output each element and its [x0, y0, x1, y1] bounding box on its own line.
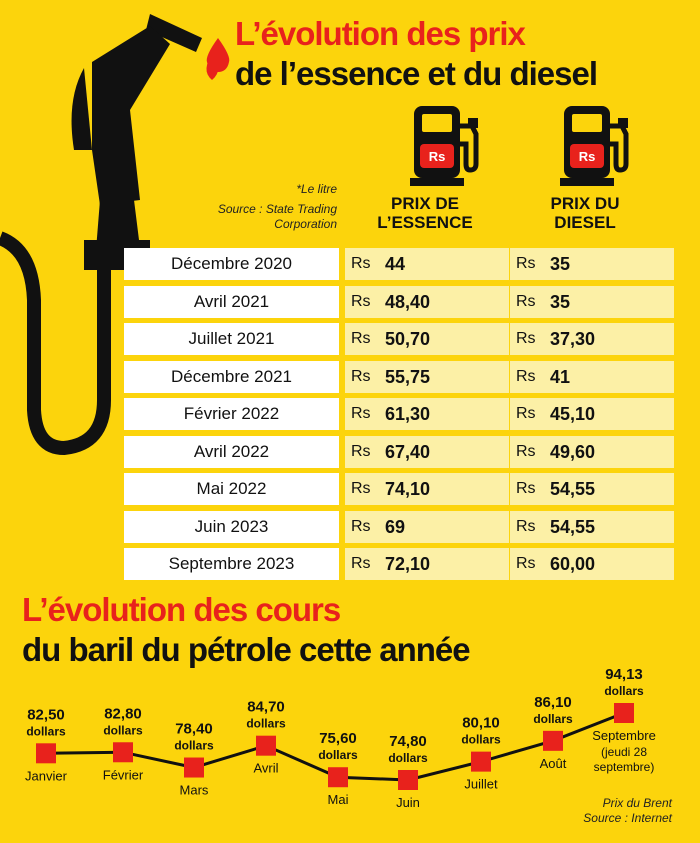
- category-label: Juillet: [464, 776, 498, 792]
- footer-line1: Prix du Brent: [602, 796, 672, 810]
- table-cell-essence: [345, 511, 509, 543]
- price-value: 41: [550, 366, 571, 387]
- table-cell-diesel: [510, 361, 674, 393]
- header-essence-line2: L’ESSENCE: [377, 213, 473, 232]
- section-title-line2: du baril du pétrole cette année: [22, 631, 470, 668]
- header-essence-line1: PRIX DE: [390, 194, 460, 213]
- price-value: 35: [550, 253, 571, 274]
- price-value: 67,40: [385, 441, 431, 462]
- data-label-value: 74,80: [389, 733, 427, 750]
- price-value: 48,40: [385, 291, 431, 312]
- unit-note: *Le litre: [296, 182, 337, 196]
- drop-icon: [205, 38, 231, 72]
- currency-label: Rs: [516, 405, 536, 422]
- table-cell-diesel: [510, 248, 674, 280]
- category-label: Février: [102, 767, 144, 783]
- category-note: (jeudi 28: [600, 745, 648, 759]
- category-label: Avril: [253, 760, 279, 776]
- data-point-marker: [113, 742, 133, 762]
- price-value: 37,30: [550, 328, 596, 349]
- data-label-unit: dollars: [461, 732, 501, 747]
- currency-label: Rs: [351, 518, 371, 535]
- data-label-unit: dollars: [103, 723, 143, 738]
- table-cell-essence: [345, 323, 509, 355]
- category-label: Septembre: [592, 728, 656, 743]
- table-cell-diesel: [510, 286, 674, 318]
- price-value: 44: [385, 253, 406, 274]
- data-point-marker: [184, 758, 204, 778]
- data-point-marker: [256, 736, 276, 756]
- category-label: Juin: [396, 795, 420, 810]
- currency-label: Rs: [351, 555, 371, 572]
- table-cell-essence: [345, 436, 509, 468]
- main-title-line1: L’évolution des prix: [235, 15, 525, 52]
- currency-label: Rs: [516, 443, 536, 460]
- table-cell-essence: [345, 248, 509, 280]
- category-note: septembre): [593, 760, 655, 774]
- data-label-unit: dollars: [533, 711, 573, 726]
- footer-line2: Source : Internet: [583, 811, 672, 825]
- price-value: 50,70: [385, 328, 431, 349]
- data-label-unit: dollars: [26, 724, 66, 739]
- currency-label: Rs: [516, 368, 536, 385]
- data-point-marker: [398, 770, 418, 790]
- table-cell-essence: [345, 473, 509, 505]
- data-label-value: 86,10: [534, 693, 572, 711]
- data-label-unit: dollars: [174, 738, 214, 753]
- table-row-date: Juillet 2021: [124, 323, 339, 355]
- currency-label: Rs: [351, 293, 371, 310]
- price-value: 45,10: [550, 403, 596, 424]
- price-value: 49,60: [550, 441, 596, 462]
- table-cell-essence: [345, 361, 509, 393]
- main-title-line2: de l’essence et du diesel: [235, 55, 598, 92]
- category-label: Mars: [179, 782, 209, 798]
- price-value: 72,10: [385, 553, 431, 574]
- data-point-marker: [543, 731, 563, 751]
- data-label-unit: dollars: [604, 684, 644, 698]
- source-note-line1: Source : State Trading: [217, 202, 337, 216]
- price-value: 55,75: [385, 366, 431, 387]
- data-label-value: 94,13: [605, 666, 643, 683]
- svg-text:Rs: Rs: [578, 149, 596, 164]
- data-label-value: 82,50: [27, 706, 65, 724]
- data-label-unit: dollars: [388, 751, 428, 765]
- currency-label: Rs: [516, 555, 536, 572]
- category-label: Mai: [327, 792, 349, 808]
- table-cell-diesel: [510, 548, 674, 580]
- price-value: 74,10: [385, 478, 431, 499]
- table-cell-diesel: [510, 473, 674, 505]
- table-row-date: Mai 2022: [124, 473, 339, 505]
- data-point-marker: [328, 767, 348, 787]
- table-row-date: Décembre 2020: [124, 248, 339, 280]
- table-cell-diesel: [510, 436, 674, 468]
- table-cell-diesel: [510, 511, 674, 543]
- table-cell-diesel: [510, 323, 674, 355]
- table-row-date: Septembre 2023: [124, 548, 339, 580]
- source-note-line2: Corporation: [274, 217, 337, 231]
- currency-label: Rs: [516, 255, 536, 272]
- currency-label: Rs: [351, 255, 371, 272]
- data-label-unit: dollars: [246, 716, 286, 731]
- currency-label: Rs: [516, 480, 536, 497]
- price-value: 69: [385, 516, 406, 537]
- currency-label: Rs: [516, 330, 536, 347]
- currency-label: Rs: [351, 368, 371, 385]
- currency-label: Rs: [351, 405, 371, 422]
- price-value: 54,55: [550, 516, 596, 537]
- header-diesel-line2: DIESEL: [554, 213, 616, 232]
- table-row-date: Avril 2022: [124, 436, 339, 468]
- data-label-value: 80,10: [462, 714, 500, 732]
- table-cell-essence: [345, 548, 509, 580]
- table-row-date: Avril 2021: [124, 286, 339, 318]
- data-point-marker: [471, 752, 491, 772]
- table-row-date: Décembre 2021: [124, 361, 339, 393]
- data-label-value: 78,40: [175, 720, 213, 738]
- data-point-marker: [36, 743, 56, 763]
- data-label-value: 84,70: [247, 698, 285, 716]
- section-title-line1: L’évolution des cours: [22, 591, 341, 628]
- currency-label: Rs: [516, 518, 536, 535]
- data-label-unit: dollars: [318, 748, 358, 763]
- table-cell-essence: [345, 286, 509, 318]
- table-cell-diesel: [510, 398, 674, 430]
- price-value: 61,30: [385, 403, 431, 424]
- currency-label: Rs: [516, 293, 536, 310]
- data-point-marker: [614, 703, 634, 723]
- currency-label: Rs: [351, 443, 371, 460]
- data-label-value: 82,80: [104, 705, 142, 723]
- currency-label: Rs: [351, 480, 371, 497]
- table-row-date: Février 2022: [124, 398, 339, 430]
- price-value: 60,00: [550, 553, 596, 574]
- gas-pump-icon: [410, 104, 490, 191]
- data-label-value: 75,60: [319, 730, 357, 748]
- table-cell-essence: [345, 398, 509, 430]
- currency-label: Rs: [351, 330, 371, 347]
- header-diesel-line1: PRIX DU: [550, 194, 620, 213]
- price-value: 35: [550, 291, 571, 312]
- table-row-date: Juin 2023: [124, 511, 339, 543]
- category-label: Août: [539, 755, 567, 771]
- price-value: 54,55: [550, 478, 596, 499]
- svg-text:Rs: Rs: [428, 149, 446, 164]
- gas-pump-icon: [560, 104, 640, 191]
- category-label: Janvier: [25, 768, 67, 784]
